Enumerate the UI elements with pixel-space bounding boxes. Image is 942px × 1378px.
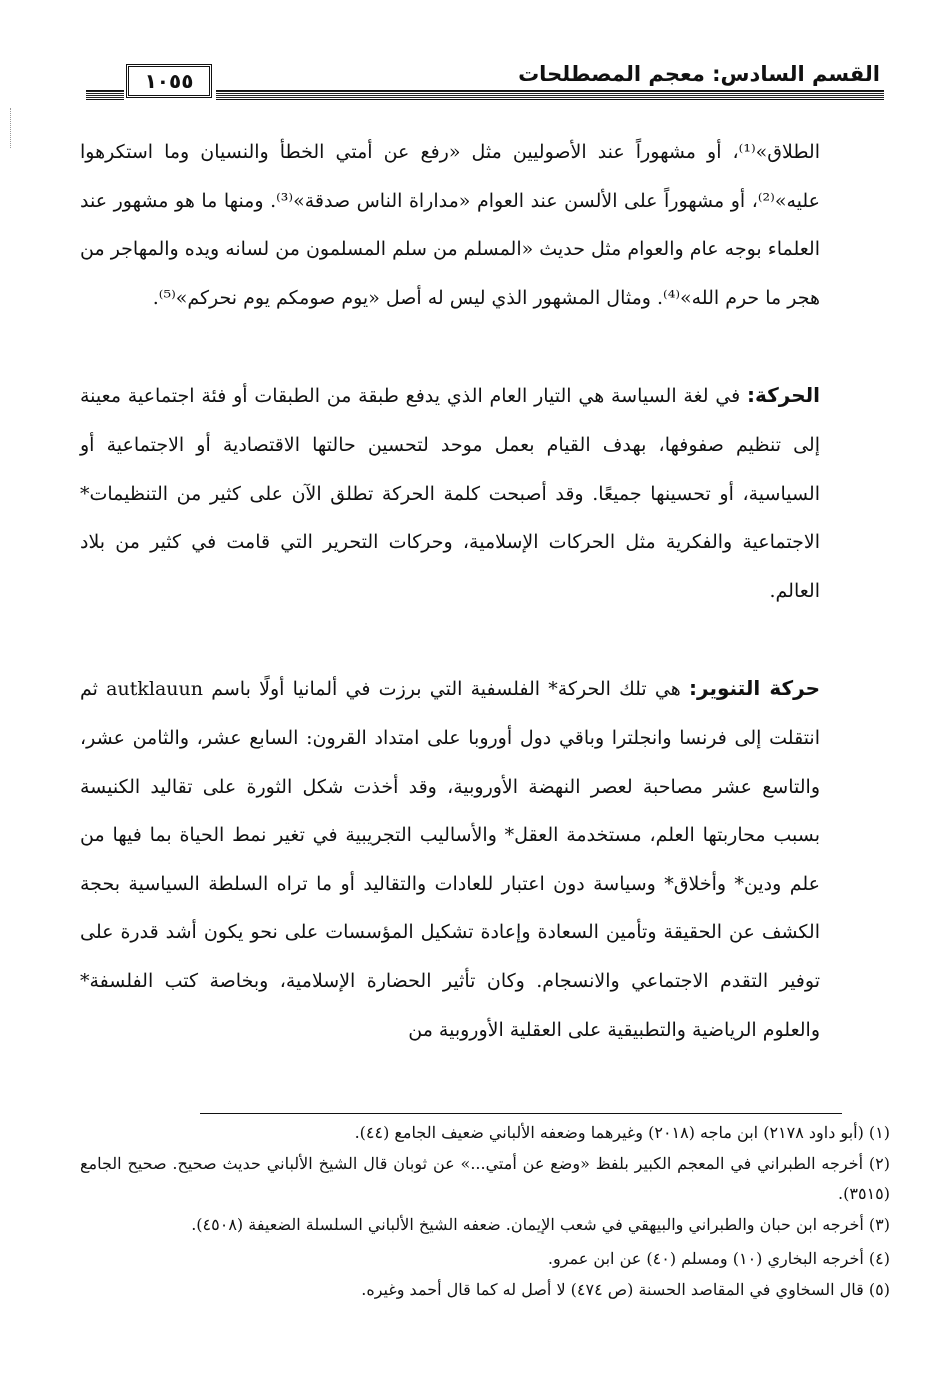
paragraph-hadith-mashhur: الطلاق»⁽¹⁾، أو مشهوراً عند الأصوليين مثل «رفع عن أمتي الخطأ والنسيان وما استكرهوا عليه»⁽²⁾، أو مشهوراً على الألسن عند العوام «مداراة الناس صدقة»⁽³⁾. ومنها ما هو مشهور عند العلماء بوجه عام والعوام مثل حديث «المسلم من سلم المسلمون من لسانه ويده والمهاجر من هجر ما حرم الله»⁽⁴⁾. ومثال المشهور الذي ليس له أصل «يوم صومكم يوم نحركم»⁽⁵⁾. xyxy=(80,141,820,309)
entry-definition-haraka: في لغة السياسة هي التيار العام الذي يدفع طبقة من الطبقات أو فئة اجتماعية معينة إلى تنظيم صفوفها، بهدف القيام بعمل موحد لتحسين حالتها الاقتصادية أو الاجتماعية أو السياسية، أو تحسينها جميعًا. وقد أصبحت كلمة الحركة تطلق الآن على كثير من التنظيمات* الاجتماعية والفكرية مثل الحركات الإسلامية، وحركات التحرير التي قامت في كثير من بلاد العالم. xyxy=(80,385,820,602)
running-header xyxy=(86,60,884,104)
footnotes xyxy=(80,1118,890,1305)
section-title: القسم السادس: معجم المصطلحات xyxy=(518,62,880,86)
entry-definition-tanwir: هي تلك الحركة* الفلسفية التي برزت في ألمانيا أولًا باسم autklauun ثم انتقلت إلى فرنسا وانجلترا وباقي دول أوروبا على امتداد القرون: السابع عشر، والثامن عشر، والتاسع عشر مصاحبة لعصر النهضة الأوروبية، وقد أخذت شكل الثورة على تقاليد الكنيسة بسبب محاربتها العلم، مستخدمة العقل* والأساليب التجريبية في تغير نمط الحياة بما فيها من علم ودين* وأخلاق* وسياسة دون اعتبار للعادات والتقاليد أو ما تراه السلطة السياسية بحجة الكشف عن الحقيقة وتأمين السعادة وإعادة تشكيل المؤسسات على نحو يكون أشد قدرة على توفير التقدم الاجتماعي والانسجام. وكان تأثير الحضارة الإسلامية، وبخاصة كتب الفلسفة* والعلوم الرياضية والتطبيقية على العقلية الأوروبية من xyxy=(80,678,820,1041)
entry-haraka xyxy=(80,371,820,615)
footnote-4: (٤) أخرجه البخاري (١٠) ومسلم (٤٠) عن ابن عمرو. xyxy=(547,1249,890,1268)
entry-term-tanwir: حركة التنوير: xyxy=(689,676,820,701)
paragraph-gap xyxy=(80,615,820,664)
entry-harakat-altanwir xyxy=(80,664,820,1054)
footnote-1: (١) (أبو داود ٢١٧٨) ابن ماجه (٢٠١٨) وغيرهما وضعفه الألباني ضعيف الجامع (٤٤). xyxy=(354,1123,890,1142)
footnote-3: (٣) أخرجه ابن حبان والطبراني والبيهقي في شعب الإيمان. ضعفه الشيخ الألباني السلسلة الضعيفة (٤٥٠٨). xyxy=(191,1214,890,1234)
footnote-separator xyxy=(200,1113,842,1114)
entry-term-haraka: الحركة: xyxy=(747,383,820,408)
page-number: ١٠٥٥ xyxy=(126,64,212,98)
footnote-2: (٢) أخرجه الطبراني في المعجم الكبير بلفظ «وضع عن أمتي...» عن ثوبان قال الشيخ الألباني حديث صحيح. صحيح الجامع (٣٥١٥). xyxy=(80,1153,890,1203)
header-rule xyxy=(216,90,884,100)
header-rule-left xyxy=(86,90,124,100)
paragraph-gap xyxy=(80,322,820,371)
margin-scan-mark xyxy=(10,108,13,148)
footnote-5: (٥) قال السخاوي في المقاصد الحسنة (ص ٤٧٤) لا أصل له كما قال أحمد وغيره. xyxy=(361,1279,890,1299)
main-text xyxy=(80,128,820,1054)
